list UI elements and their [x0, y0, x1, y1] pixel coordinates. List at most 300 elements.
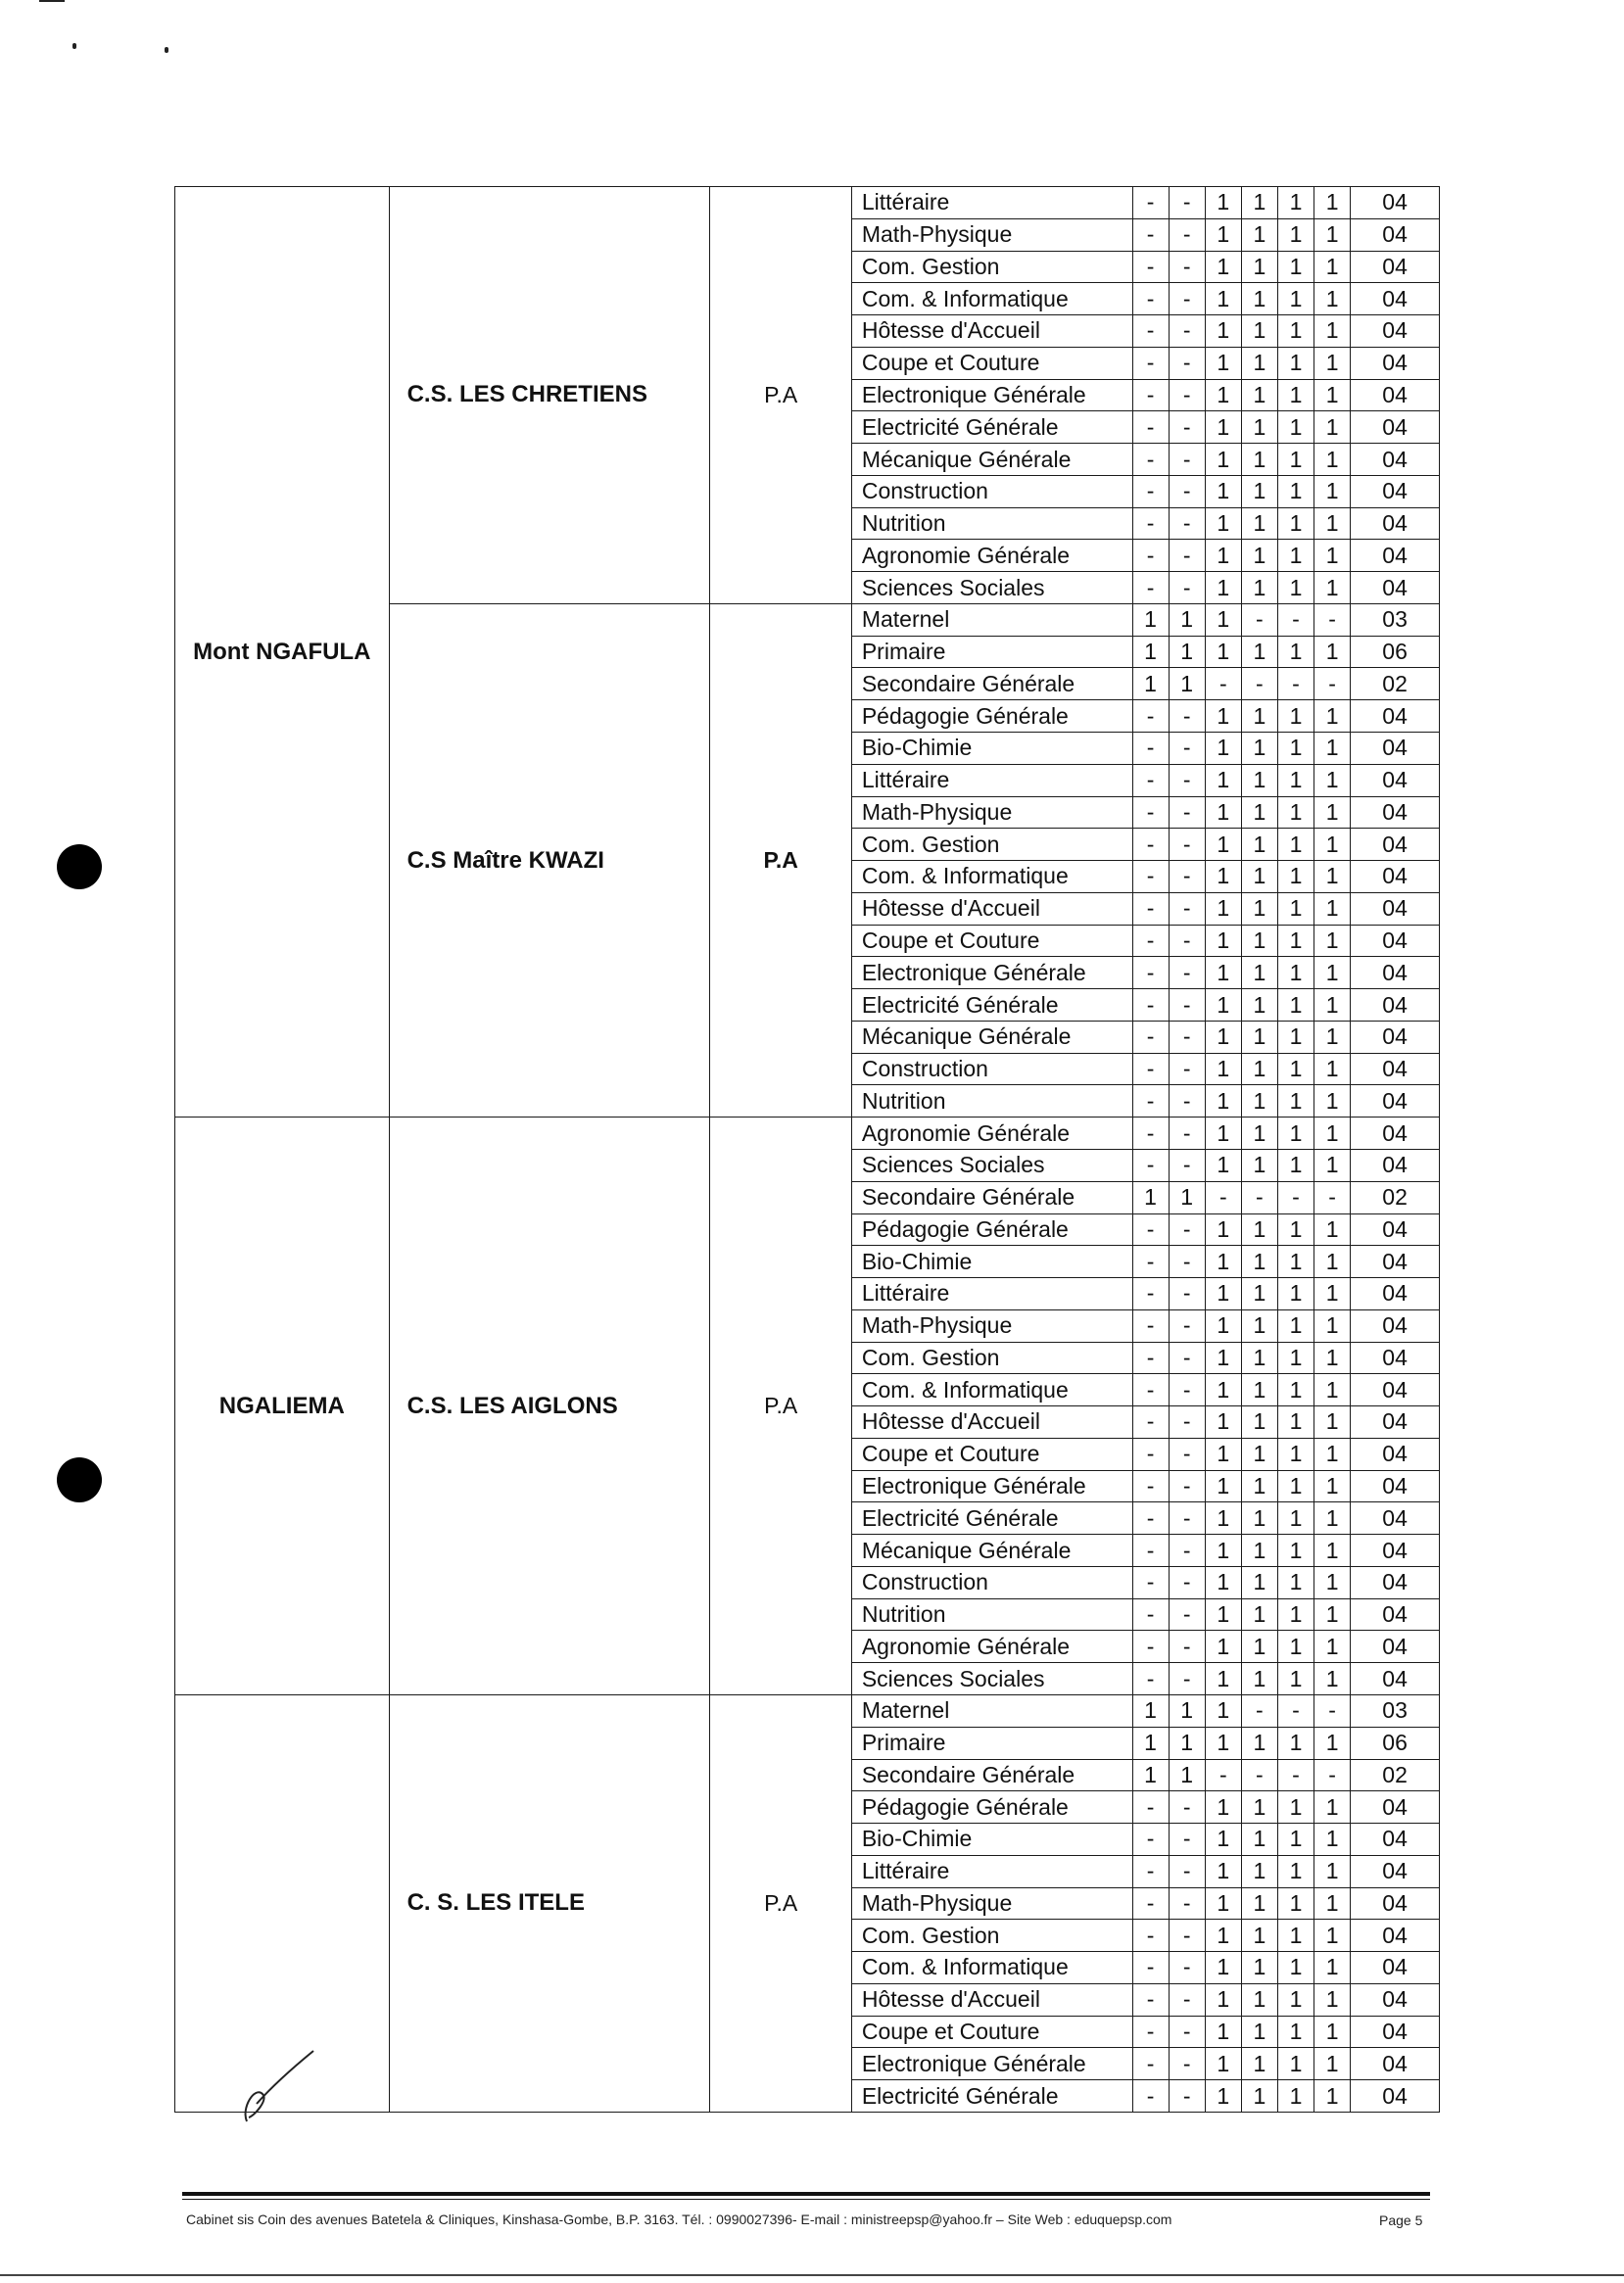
- class-count-cell: 1: [1205, 572, 1241, 604]
- class-count-cell: 1: [1314, 411, 1351, 444]
- class-count-cell: -: [1169, 1663, 1205, 1695]
- class-count-cell: 1: [1277, 764, 1314, 796]
- class-count-cell: 1: [1205, 1791, 1241, 1824]
- option-cell: Com. Gestion: [851, 1920, 1132, 1952]
- class-count-cell: -: [1132, 1149, 1169, 1181]
- class-count-cell: -: [1169, 379, 1205, 411]
- class-count-cell: 1: [1277, 379, 1314, 411]
- class-count-cell: 1: [1314, 1406, 1351, 1439]
- option-cell: Com. Gestion: [851, 251, 1132, 283]
- total-cell: 04: [1351, 829, 1440, 861]
- class-count-cell: 1: [1241, 796, 1277, 829]
- option-cell: Mécanique Générale: [851, 444, 1132, 476]
- class-count-cell: -: [1132, 1470, 1169, 1502]
- class-count-cell: 1: [1277, 1952, 1314, 1984]
- class-count-cell: 1: [1314, 636, 1351, 668]
- class-count-cell: -: [1169, 283, 1205, 315]
- option-cell: Hôtesse d'Accueil: [851, 1983, 1132, 2016]
- class-count-cell: 1: [1277, 1438, 1314, 1470]
- class-count-cell: -: [1132, 1824, 1169, 1856]
- class-count-cell: 1: [1169, 1694, 1205, 1727]
- class-count-cell: -: [1169, 1374, 1205, 1406]
- footer-rule: [182, 2192, 1430, 2196]
- class-count-cell: 1: [1277, 2048, 1314, 2080]
- option-cell: Coupe et Couture: [851, 1438, 1132, 1470]
- total-cell: 04: [1351, 1855, 1440, 1887]
- class-count-cell: 1: [1277, 1374, 1314, 1406]
- school-name-cell: C. S. LES ITELE: [389, 1694, 710, 2112]
- class-count-cell: 1: [1205, 1085, 1241, 1118]
- class-count-cell: 1: [1205, 2048, 1241, 2080]
- class-count-cell: -: [1132, 1406, 1169, 1439]
- total-cell: 04: [1351, 1278, 1440, 1310]
- class-count-cell: -: [1132, 829, 1169, 861]
- class-count-cell: -: [1169, 2048, 1205, 2080]
- total-cell: 04: [1351, 1663, 1440, 1695]
- class-count-cell: -: [1132, 1983, 1169, 2016]
- class-count-cell: 1: [1314, 283, 1351, 315]
- class-count-cell: 1: [1277, 1631, 1314, 1663]
- class-count-cell: 1: [1277, 1309, 1314, 1342]
- class-count-cell: -: [1132, 1085, 1169, 1118]
- class-count-cell: 1: [1241, 251, 1277, 283]
- footer-address: Cabinet sis Coin des avenues Batetela & Cliniques, Kinshasa-Gombe, B.P. 3163. Tél. : 0990027396- E-mail : ministreepsp@yahoo.fr – Site Web : eduquepsp.com: [186, 2212, 1172, 2227]
- class-count-cell: -: [1169, 1631, 1205, 1663]
- class-count-cell: 1: [1169, 668, 1205, 700]
- class-count-cell: 1: [1205, 1920, 1241, 1952]
- total-cell: 04: [1351, 2048, 1440, 2080]
- class-count-cell: -: [1169, 892, 1205, 925]
- class-count-cell: 1: [1277, 733, 1314, 765]
- class-count-cell: 1: [1205, 347, 1241, 379]
- class-count-cell: -: [1132, 315, 1169, 348]
- class-count-cell: 1: [1314, 700, 1351, 733]
- class-count-cell: -: [1169, 1535, 1205, 1567]
- class-count-cell: 1: [1277, 1085, 1314, 1118]
- class-count-cell: -: [1169, 1855, 1205, 1887]
- class-count-cell: 1: [1205, 218, 1241, 251]
- option-cell: Sciences Sociales: [851, 1149, 1132, 1181]
- class-count-cell: -: [1132, 1952, 1169, 1984]
- class-count-cell: 1: [1241, 1598, 1277, 1631]
- class-count-cell: 1: [1205, 1952, 1241, 1984]
- corner-mark: [39, 0, 65, 2]
- class-count-cell: 1: [1205, 1342, 1241, 1374]
- class-count-cell: 1: [1277, 2016, 1314, 2048]
- option-cell: Nutrition: [851, 507, 1132, 540]
- total-cell: 04: [1351, 1085, 1440, 1118]
- class-count-cell: 1: [1205, 1535, 1241, 1567]
- class-count-cell: 1: [1314, 2016, 1351, 2048]
- class-count-cell: -: [1169, 764, 1205, 796]
- class-count-cell: -: [1132, 1887, 1169, 1920]
- class-count-cell: -: [1169, 1470, 1205, 1502]
- total-cell: 04: [1351, 1920, 1440, 1952]
- class-count-cell: -: [1169, 1342, 1205, 1374]
- class-count-cell: 1: [1205, 283, 1241, 315]
- option-cell: Electronique Générale: [851, 379, 1132, 411]
- class-count-cell: 1: [1241, 1278, 1277, 1310]
- option-cell: Littéraire: [851, 764, 1132, 796]
- class-count-cell: -: [1132, 1535, 1169, 1567]
- option-cell: Electronique Générale: [851, 1470, 1132, 1502]
- class-count-cell: -: [1169, 2016, 1205, 2048]
- class-count-cell: -: [1169, 1887, 1205, 1920]
- class-count-cell: -: [1132, 475, 1169, 507]
- class-count-cell: 1: [1205, 925, 1241, 957]
- class-count-cell: 1: [1277, 218, 1314, 251]
- class-count-cell: 1: [1205, 1663, 1241, 1695]
- class-count-cell: 1: [1277, 1920, 1314, 1952]
- option-cell: Math-Physique: [851, 218, 1132, 251]
- option-cell: Electronique Générale: [851, 957, 1132, 989]
- option-cell: Secondaire Générale: [851, 1759, 1132, 1791]
- class-count-cell: 1: [1277, 1502, 1314, 1535]
- total-cell: 03: [1351, 1694, 1440, 1727]
- class-count-cell: 1: [1241, 1085, 1277, 1118]
- class-count-cell: -: [1169, 1566, 1205, 1598]
- class-count-cell: -: [1132, 925, 1169, 957]
- total-cell: 03: [1351, 603, 1440, 636]
- class-count-cell: 1: [1169, 1181, 1205, 1213]
- class-count-cell: 1: [1277, 187, 1314, 219]
- class-count-cell: 1: [1241, 379, 1277, 411]
- option-cell: Hôtesse d'Accueil: [851, 315, 1132, 348]
- punch-hole: [57, 844, 102, 889]
- class-count-cell: 1: [1241, 1438, 1277, 1470]
- class-count-cell: 1: [1277, 1118, 1314, 1150]
- class-count-cell: 1: [1277, 347, 1314, 379]
- class-count-cell: -: [1132, 1631, 1169, 1663]
- class-count-cell: -: [1132, 892, 1169, 925]
- class-count-cell: 1: [1241, 2080, 1277, 2113]
- class-count-cell: 1: [1241, 1952, 1277, 1984]
- total-cell: 04: [1351, 187, 1440, 219]
- total-cell: 04: [1351, 1309, 1440, 1342]
- class-count-cell: -: [1169, 700, 1205, 733]
- class-count-cell: 1: [1241, 829, 1277, 861]
- class-count-cell: 1: [1241, 1663, 1277, 1695]
- option-cell: Sciences Sociales: [851, 1663, 1132, 1695]
- option-cell: Hôtesse d'Accueil: [851, 892, 1132, 925]
- option-cell: Com. Gestion: [851, 829, 1132, 861]
- class-count-cell: 1: [1314, 1887, 1351, 1920]
- class-count-cell: 1: [1314, 1663, 1351, 1695]
- total-cell: 04: [1351, 764, 1440, 796]
- class-count-cell: -: [1277, 1694, 1314, 1727]
- class-count-cell: 1: [1277, 315, 1314, 348]
- class-count-cell: -: [1132, 796, 1169, 829]
- option-cell: Coupe et Couture: [851, 2016, 1132, 2048]
- total-cell: 04: [1351, 1824, 1440, 1856]
- class-count-cell: -: [1132, 1213, 1169, 1246]
- class-count-cell: 1: [1205, 829, 1241, 861]
- class-count-cell: -: [1132, 1438, 1169, 1470]
- class-count-cell: 1: [1314, 1598, 1351, 1631]
- class-count-cell: -: [1132, 989, 1169, 1022]
- page-number: Page 5: [1379, 2212, 1423, 2228]
- total-cell: 04: [1351, 1470, 1440, 1502]
- class-count-cell: 1: [1205, 379, 1241, 411]
- class-count-cell: 1: [1314, 1021, 1351, 1053]
- class-count-cell: 1: [1277, 1053, 1314, 1085]
- class-count-cell: 1: [1241, 411, 1277, 444]
- class-count-cell: 1: [1314, 540, 1351, 572]
- total-cell: 04: [1351, 1438, 1440, 1470]
- class-count-cell: -: [1169, 796, 1205, 829]
- class-count-cell: -: [1169, 1085, 1205, 1118]
- class-count-cell: 1: [1132, 636, 1169, 668]
- class-count-cell: 1: [1314, 572, 1351, 604]
- class-count-cell: 1: [1205, 1053, 1241, 1085]
- class-count-cell: 1: [1277, 957, 1314, 989]
- class-count-cell: -: [1132, 1920, 1169, 1952]
- table-row: [175, 1118, 1440, 1150]
- class-count-cell: 1: [1277, 1855, 1314, 1887]
- total-cell: 04: [1351, 925, 1440, 957]
- class-count-cell: 1: [1241, 2016, 1277, 2048]
- option-cell: Secondaire Générale: [851, 668, 1132, 700]
- class-count-cell: 1: [1314, 989, 1351, 1022]
- class-count-cell: 1: [1277, 796, 1314, 829]
- class-count-cell: 1: [1277, 1278, 1314, 1310]
- class-count-cell: 1: [1241, 1309, 1277, 1342]
- total-cell: 02: [1351, 1181, 1440, 1213]
- class-count-cell: -: [1132, 572, 1169, 604]
- class-count-cell: 1: [1277, 1535, 1314, 1567]
- class-count-cell: 1: [1132, 1694, 1169, 1727]
- class-count-cell: 1: [1277, 283, 1314, 315]
- total-cell: 04: [1351, 861, 1440, 893]
- class-count-cell: 1: [1277, 1566, 1314, 1598]
- table-row: [175, 1694, 1440, 1727]
- class-count-cell: 1: [1169, 1727, 1205, 1759]
- total-cell: 04: [1351, 1053, 1440, 1085]
- class-count-cell: 1: [1277, 251, 1314, 283]
- class-count-cell: 1: [1241, 475, 1277, 507]
- class-count-cell: 1: [1277, 892, 1314, 925]
- class-count-cell: -: [1169, 1983, 1205, 2016]
- total-cell: 04: [1351, 1791, 1440, 1824]
- option-cell: Pédagogie Générale: [851, 1213, 1132, 1246]
- class-count-cell: 1: [1241, 1855, 1277, 1887]
- total-cell: 04: [1351, 444, 1440, 476]
- class-count-cell: -: [1169, 1053, 1205, 1085]
- total-cell: 04: [1351, 892, 1440, 925]
- class-count-cell: 1: [1205, 1149, 1241, 1181]
- total-cell: 04: [1351, 2016, 1440, 2048]
- class-count-cell: -: [1132, 861, 1169, 893]
- class-count-cell: 1: [1241, 572, 1277, 604]
- total-cell: 04: [1351, 1566, 1440, 1598]
- total-cell: 04: [1351, 475, 1440, 507]
- class-count-cell: -: [1132, 283, 1169, 315]
- option-cell: Math-Physique: [851, 796, 1132, 829]
- class-count-cell: -: [1132, 1855, 1169, 1887]
- school-name-cell: C.S. LES CHRETIENS: [389, 187, 710, 604]
- class-count-cell: 1: [1241, 540, 1277, 572]
- class-count-cell: -: [1241, 603, 1277, 636]
- class-count-cell: 1: [1205, 1727, 1241, 1759]
- class-count-cell: 1: [1132, 603, 1169, 636]
- class-count-cell: 1: [1277, 1406, 1314, 1439]
- class-count-cell: 1: [1241, 315, 1277, 348]
- class-count-cell: 1: [1132, 668, 1169, 700]
- class-count-cell: 1: [1205, 700, 1241, 733]
- school-name-cell: C.S Maître KWAZI: [389, 603, 710, 1117]
- class-count-cell: 1: [1277, 1727, 1314, 1759]
- option-cell: Littéraire: [851, 1278, 1132, 1310]
- class-count-cell: 1: [1314, 1920, 1351, 1952]
- class-count-cell: 1: [1241, 1053, 1277, 1085]
- total-cell: 04: [1351, 540, 1440, 572]
- class-count-cell: 1: [1241, 1920, 1277, 1952]
- class-count-cell: 1: [1241, 1502, 1277, 1535]
- class-count-cell: -: [1169, 1791, 1205, 1824]
- option-cell: Agronomie Générale: [851, 540, 1132, 572]
- class-count-cell: 1: [1314, 1438, 1351, 1470]
- class-count-cell: 1: [1205, 540, 1241, 572]
- class-count-cell: -: [1132, 1278, 1169, 1310]
- class-count-cell: -: [1132, 764, 1169, 796]
- class-count-cell: -: [1132, 1502, 1169, 1535]
- class-count-cell: -: [1132, 444, 1169, 476]
- class-count-cell: 1: [1205, 1309, 1241, 1342]
- option-cell: Pédagogie Générale: [851, 1791, 1132, 1824]
- total-cell: 04: [1351, 1502, 1440, 1535]
- class-count-cell: 1: [1241, 764, 1277, 796]
- class-count-cell: 1: [1205, 507, 1241, 540]
- total-cell: 04: [1351, 700, 1440, 733]
- class-count-cell: -: [1132, 2080, 1169, 2113]
- class-count-cell: -: [1169, 1952, 1205, 1984]
- class-count-cell: 1: [1314, 1309, 1351, 1342]
- class-count-cell: 1: [1241, 1824, 1277, 1856]
- option-cell: Bio-Chimie: [851, 1824, 1132, 1856]
- option-cell: Com. & Informatique: [851, 1374, 1132, 1406]
- class-count-cell: 1: [1205, 1118, 1241, 1150]
- option-cell: Com. Gestion: [851, 1342, 1132, 1374]
- class-count-cell: 1: [1314, 1631, 1351, 1663]
- class-count-cell: 1: [1205, 1824, 1241, 1856]
- class-count-cell: -: [1169, 1309, 1205, 1342]
- class-count-cell: -: [1169, 829, 1205, 861]
- class-count-cell: 1: [1205, 1438, 1241, 1470]
- class-count-cell: 1: [1314, 1502, 1351, 1535]
- class-count-cell: 1: [1277, 1663, 1314, 1695]
- class-count-cell: 1: [1314, 218, 1351, 251]
- class-count-cell: -: [1314, 1694, 1351, 1727]
- class-count-cell: -: [1169, 957, 1205, 989]
- class-count-cell: 1: [1314, 507, 1351, 540]
- class-count-cell: 1: [1205, 957, 1241, 989]
- class-count-cell: 1: [1205, 1887, 1241, 1920]
- class-count-cell: 1: [1314, 925, 1351, 957]
- class-count-cell: -: [1132, 540, 1169, 572]
- class-count-cell: 1: [1205, 251, 1241, 283]
- class-count-cell: -: [1132, 1598, 1169, 1631]
- scan-bottom-edge: [0, 2274, 1624, 2276]
- class-count-cell: 1: [1277, 1246, 1314, 1278]
- total-cell: 04: [1351, 315, 1440, 348]
- class-count-cell: 1: [1241, 1342, 1277, 1374]
- class-count-cell: -: [1169, 989, 1205, 1022]
- class-count-cell: 1: [1205, 733, 1241, 765]
- class-count-cell: 1: [1205, 989, 1241, 1022]
- class-count-cell: -: [1169, 1118, 1205, 1150]
- option-cell: Math-Physique: [851, 1309, 1132, 1342]
- option-cell: Maternel: [851, 603, 1132, 636]
- class-count-cell: -: [1169, 507, 1205, 540]
- class-count-cell: -: [1169, 861, 1205, 893]
- regime-cell: P.A: [710, 187, 851, 604]
- class-count-cell: 1: [1241, 1566, 1277, 1598]
- class-count-cell: 1: [1132, 1759, 1169, 1791]
- total-cell: 04: [1351, 1021, 1440, 1053]
- class-count-cell: 1: [1314, 1118, 1351, 1150]
- class-count-cell: 1: [1277, 1470, 1314, 1502]
- class-count-cell: 1: [1241, 1118, 1277, 1150]
- class-count-cell: 1: [1205, 1406, 1241, 1439]
- class-count-cell: 1: [1241, 2048, 1277, 2080]
- class-count-cell: 1: [1314, 861, 1351, 893]
- class-count-cell: 1: [1241, 1021, 1277, 1053]
- class-count-cell: -: [1169, 1278, 1205, 1310]
- class-count-cell: 1: [1277, 540, 1314, 572]
- class-count-cell: -: [1132, 218, 1169, 251]
- class-count-cell: 1: [1241, 1149, 1277, 1181]
- class-count-cell: 1: [1241, 733, 1277, 765]
- class-count-cell: 1: [1277, 444, 1314, 476]
- class-count-cell: 1: [1241, 1791, 1277, 1824]
- class-count-cell: 1: [1205, 2016, 1241, 2048]
- class-count-cell: -: [1132, 1021, 1169, 1053]
- class-count-cell: 1: [1314, 475, 1351, 507]
- class-count-cell: -: [1169, 925, 1205, 957]
- total-cell: 04: [1351, 1342, 1440, 1374]
- class-count-cell: 1: [1277, 411, 1314, 444]
- regime-cell: P.A: [710, 603, 851, 1117]
- class-count-cell: -: [1169, 444, 1205, 476]
- class-count-cell: 1: [1205, 1983, 1241, 2016]
- class-count-cell: 1: [1205, 1855, 1241, 1887]
- class-count-cell: 1: [1314, 315, 1351, 348]
- class-count-cell: 1: [1241, 892, 1277, 925]
- class-count-cell: 1: [1241, 700, 1277, 733]
- class-count-cell: 1: [1205, 796, 1241, 829]
- total-cell: 04: [1351, 1213, 1440, 1246]
- regime-cell: P.A: [710, 1118, 851, 1695]
- class-count-cell: -: [1241, 1759, 1277, 1791]
- class-count-cell: 1: [1205, 892, 1241, 925]
- option-cell: Math-Physique: [851, 1887, 1132, 1920]
- class-count-cell: -: [1169, 218, 1205, 251]
- class-count-cell: 1: [1314, 347, 1351, 379]
- class-count-cell: -: [1132, 507, 1169, 540]
- class-count-cell: -: [1132, 957, 1169, 989]
- class-count-cell: 1: [1314, 1855, 1351, 1887]
- class-count-cell: 1: [1241, 1887, 1277, 1920]
- total-cell: 04: [1351, 218, 1440, 251]
- region-cell: Mont NGAFULA: [175, 187, 390, 1118]
- class-count-cell: -: [1132, 251, 1169, 283]
- class-count-cell: -: [1169, 1824, 1205, 1856]
- class-count-cell: 1: [1314, 1053, 1351, 1085]
- total-cell: 04: [1351, 1149, 1440, 1181]
- class-count-cell: 1: [1205, 764, 1241, 796]
- option-cell: Com. & Informatique: [851, 1952, 1132, 1984]
- class-count-cell: -: [1314, 1181, 1351, 1213]
